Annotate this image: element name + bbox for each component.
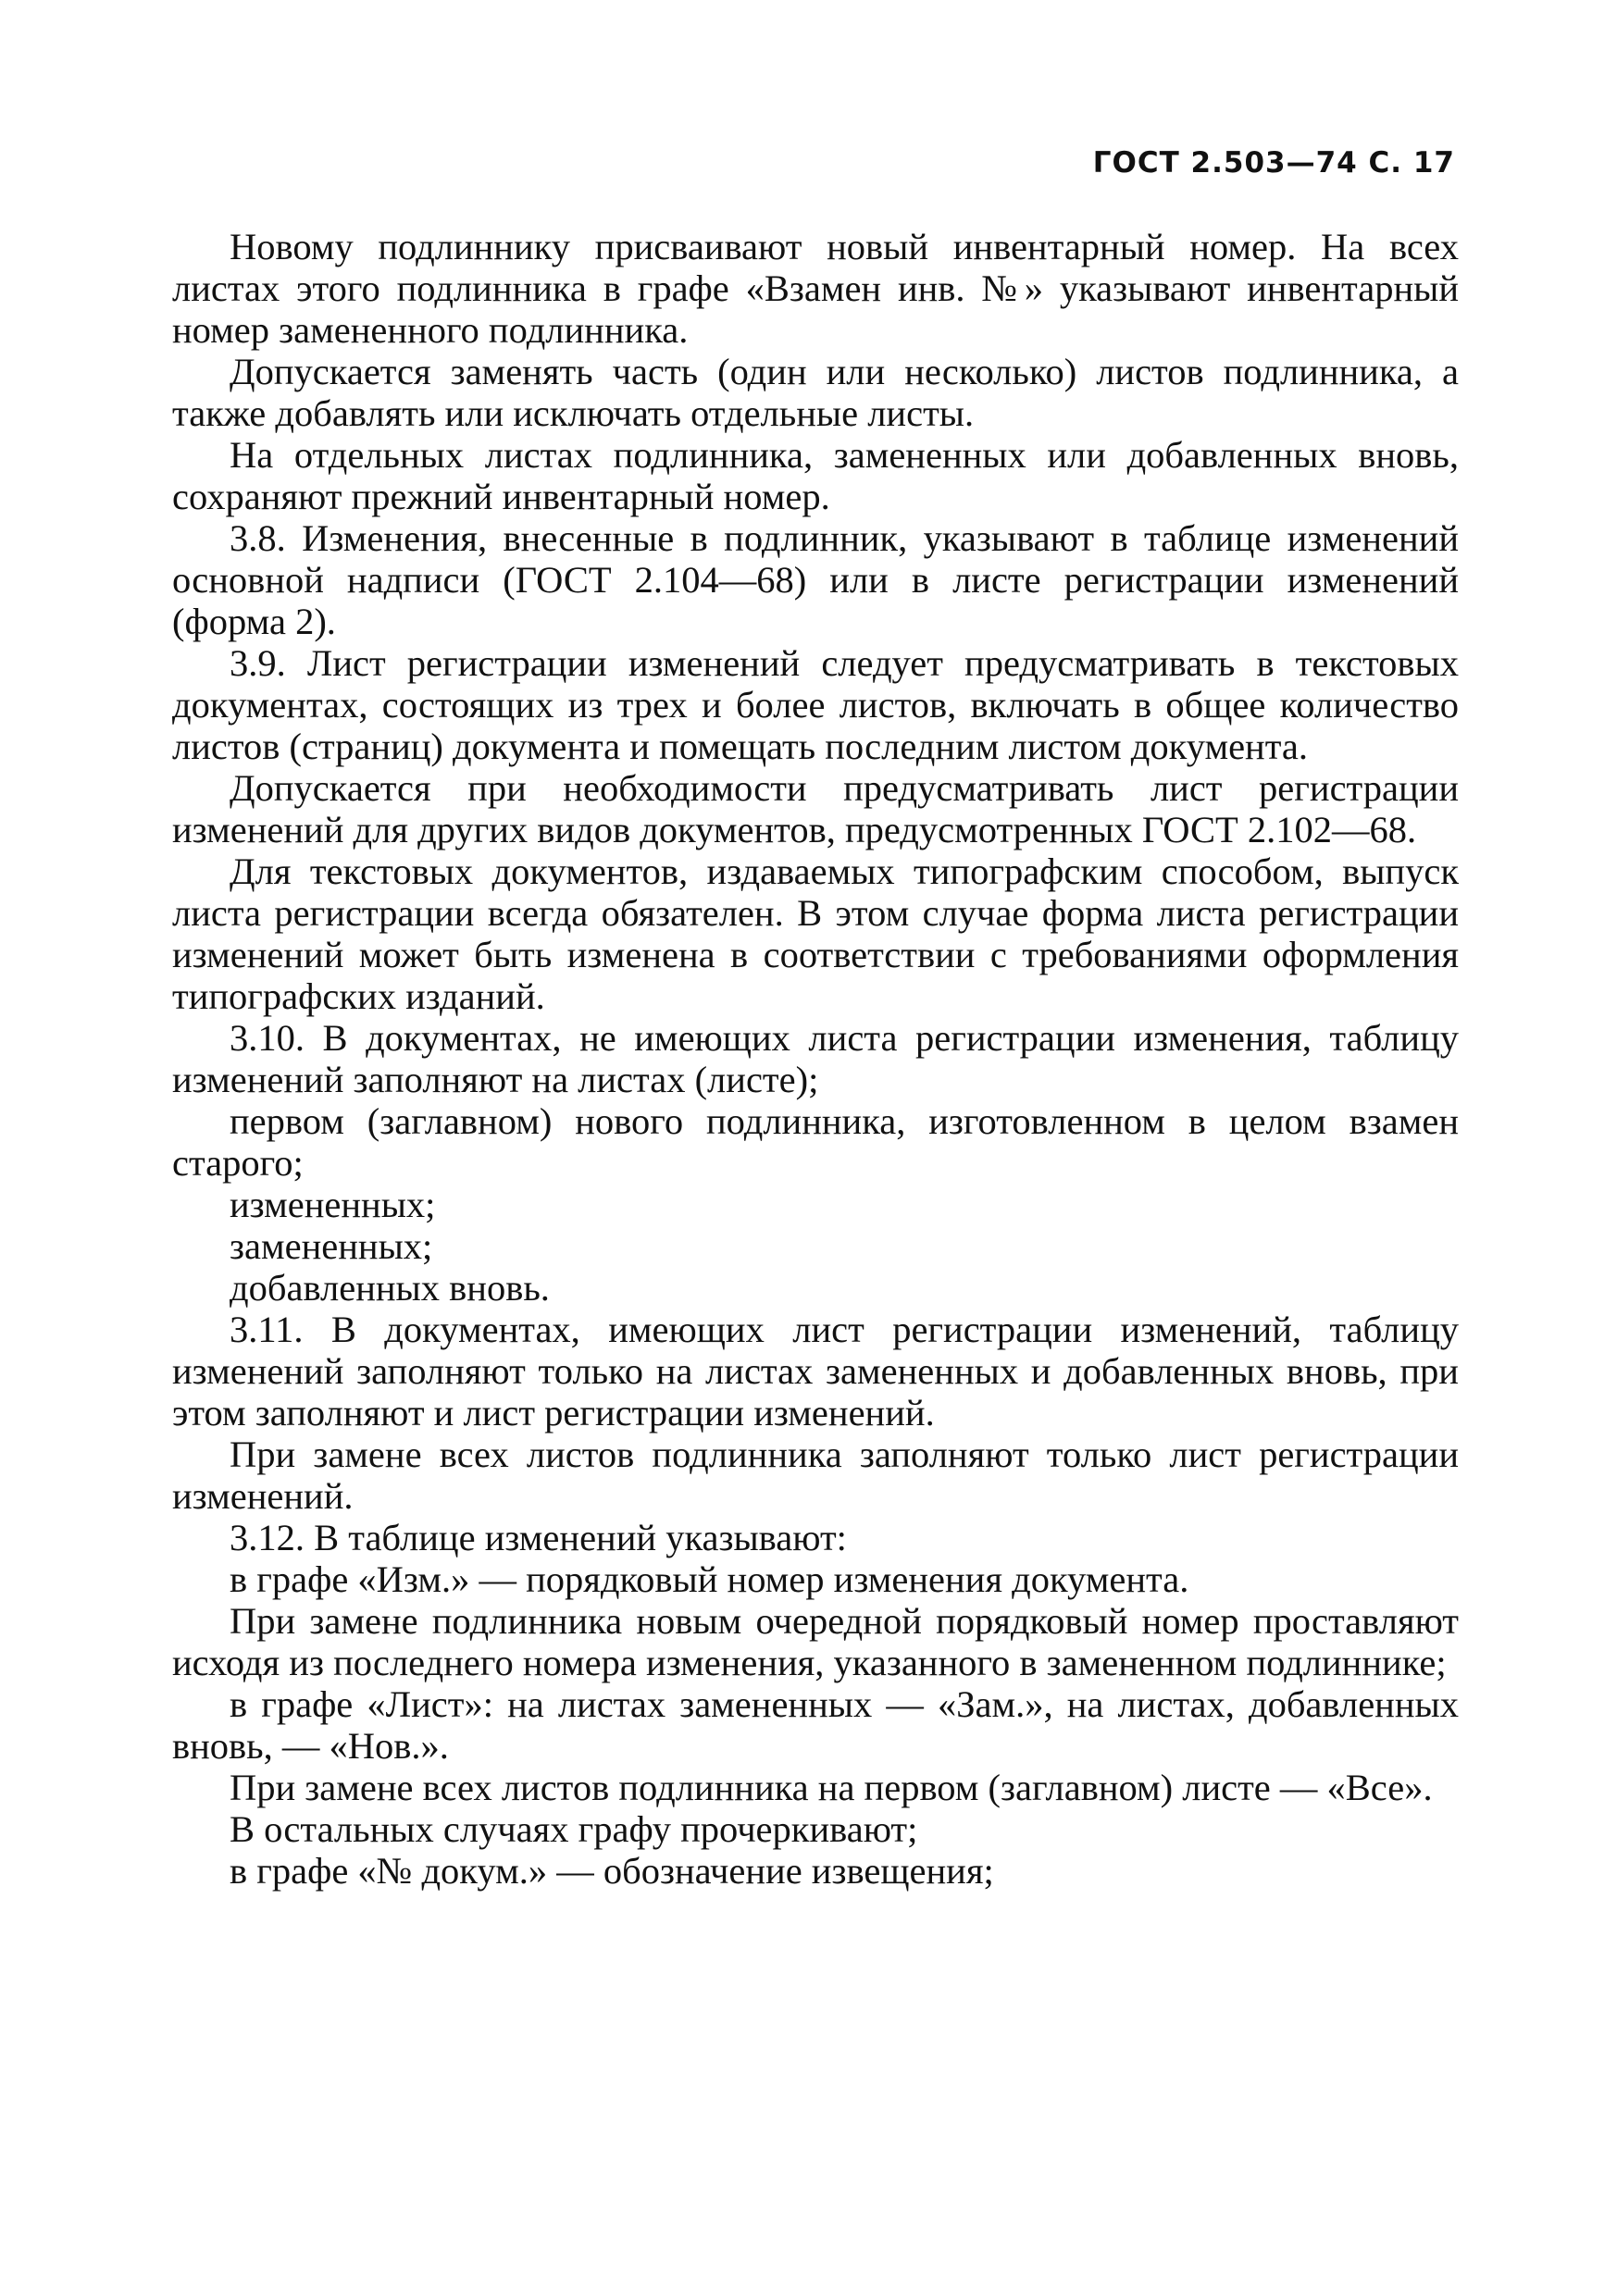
paragraph: первом (заглавном) нового подлинника, изготовленном в целом взамен старого; — [172, 1100, 1459, 1184]
paragraph-3-10: 3.10. В документах, не имеющих листа регистрации изменения, таблицу изменений заполняют на листах (листе); — [172, 1017, 1459, 1100]
paragraph: Для текстовых документов, издаваемых типографским способом, выпуск листа регистрации всегда обязателен. В этом случае форма листа регистрации изменений может быть изменена в соответствии с требованиями оформления типографских изданий. — [172, 850, 1459, 1017]
list-item: замененных; — [230, 1225, 433, 1267]
paragraph: Новому подлиннику присваивают новый инвентарный номер. На всех листах этого подлинника в графе «Взамен инв. №» указывают инвентарный номер замененного подлинника. — [172, 226, 1459, 351]
document-body — [172, 226, 1459, 1892]
paragraph: в графе «Изм.» — порядковый номер изменения документа. — [230, 1558, 1189, 1600]
list-item: измененных; — [230, 1184, 436, 1225]
paragraph: На отдельных листах подлинника, замененных или добавленных вновь, сохраняют прежний инвентарный номер. — [172, 434, 1459, 517]
paragraph-3-11: 3.11. В документах, имеющих лист регистрации изменений, таблицу изменений заполняют только на листах замененных и добавленных вновь, при этом заполняют и лист регистрации изменений. — [172, 1309, 1459, 1433]
paragraph: в графе «Лист»: на листах замененных — «Зам.», на листах, добавленных вновь, — «Нов.». — [172, 1683, 1459, 1767]
paragraph-3-8: 3.8. Изменения, внесенные в подлинник, указывают в таблице изменений основной надписи (ГОСТ 2.104—68) или в листе регистрации изменений (форма 2). — [172, 517, 1459, 642]
page-header: ГОСТ 2.503—74 С. 17 — [1092, 146, 1455, 180]
paragraph: При замене всех листов подлинника на первом (заглавном) листе — «Все». — [230, 1767, 1433, 1808]
paragraph-3-9: 3.9. Лист регистрации изменений следует предусматривать в текстовых документах, состоящих из трех и более листов, включать в общее количество листов (страниц) документа и помещать последним листом документа. — [172, 642, 1459, 767]
paragraph: в графе «№ докум.» — обозначение извещения; — [230, 1850, 994, 1892]
paragraph-3-12: 3.12. В таблице изменений указывают: — [230, 1517, 847, 1558]
paragraph: Допускается заменять часть (один или несколько) листов подлинника, а также добавлять или исключать отдельные листы. — [172, 351, 1459, 434]
paragraph: При замене всех листов подлинника заполняют только лист регистрации изменений. — [172, 1433, 1459, 1517]
list-item: добавленных вновь. — [230, 1267, 550, 1309]
paragraph: При замене подлинника новым очередной порядковый номер проставляют исходя из последнего номера изменения, указанного в замененном подлиннике; — [172, 1600, 1459, 1683]
paragraph: В остальных случаях графу прочеркивают; — [230, 1808, 918, 1850]
paragraph: Допускается при необходимости предусматривать лист регистрации изменений для других видов документов, предусмотренных ГОСТ 2.102—68. — [172, 767, 1459, 850]
